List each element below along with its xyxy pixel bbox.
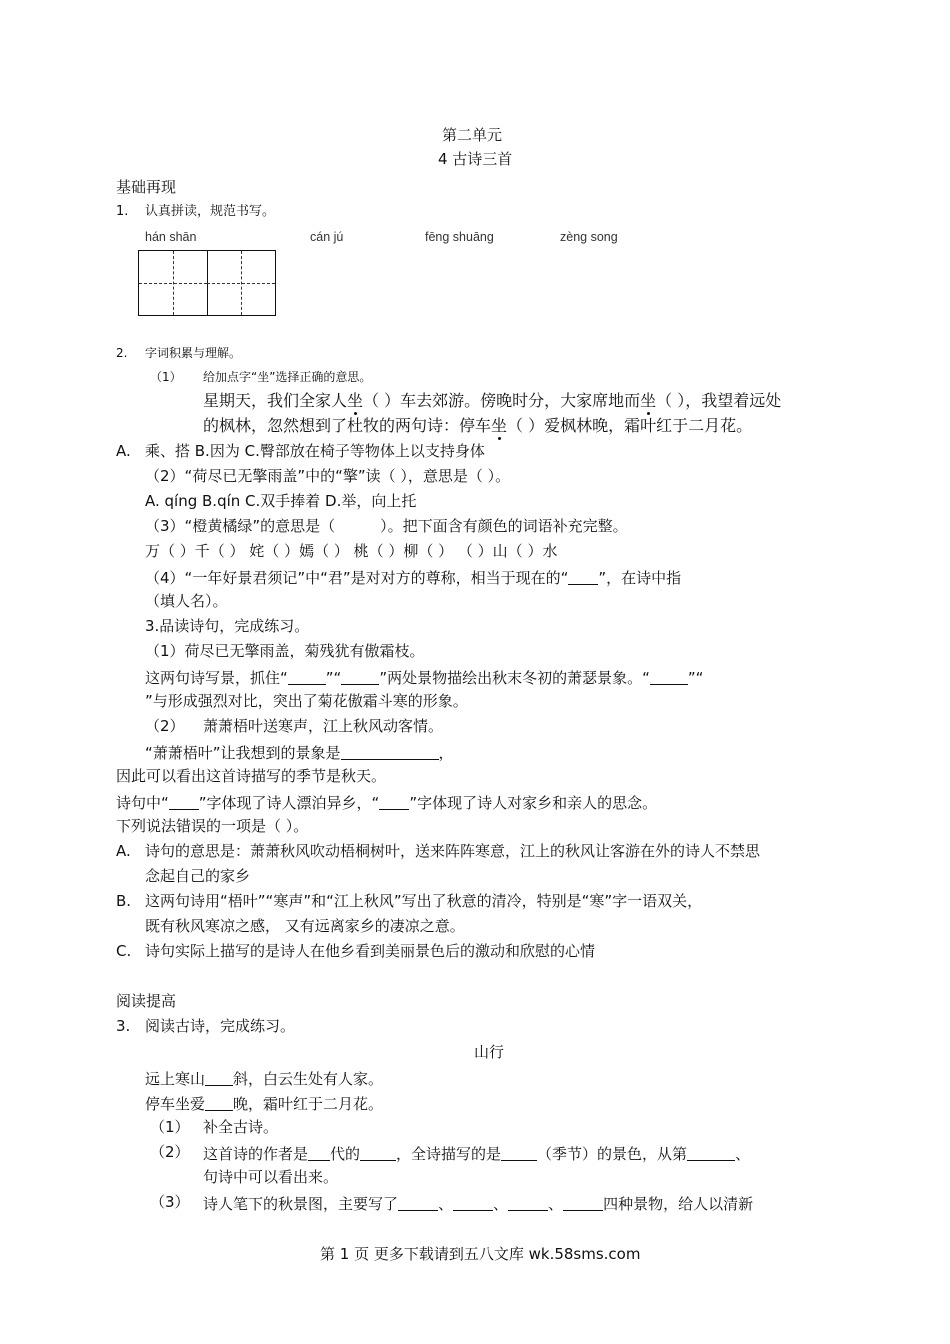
blank[interactable] [288, 669, 326, 685]
blank[interactable] [360, 1145, 396, 1161]
q2-p2-options: A. qíng B.qín C.双手捧着 D.举，向上托 [145, 492, 417, 510]
q3-line-2: ”与形成强烈对比，突出了菊花傲霜斗寒的形象。 [145, 692, 468, 710]
blank[interactable] [568, 569, 598, 585]
s2-line-1: 这首诗的作者是 代的 ，全诗描写的是 （季节）的景色，从第 、 [203, 1145, 751, 1163]
s3-number: （3） [150, 1193, 190, 1211]
blank[interactable] [687, 1145, 735, 1161]
q2-number: 2. [116, 346, 128, 360]
q2-p1-sentence-2: 的枫林，忽然想到了杜牧的两句诗：停车坐（ ）爱枫林晚，霜叶红于二月花。 [203, 416, 753, 435]
unit-title: 第二单元 [442, 126, 503, 144]
q2-p3-words: 万（ ）千（ ） 姹（ ）嫣（ ） 桃（ ）柳（ ） （ ）山（ ）水 [145, 542, 558, 560]
blank[interactable] [308, 1145, 330, 1161]
q2-p4-line-1: （4）“一年好景君须记”中“君”是对对方的尊称，相当于现在的“ ”，在诗中指 [145, 569, 682, 587]
s1-number: （1） [150, 1118, 190, 1136]
option-c-label: C. [116, 942, 132, 960]
blank[interactable] [205, 1070, 233, 1086]
q2-p1-sentence-1: 星期天，我们全家人坐（ ）车去郊游。傍晚时分，大家席地而坐（ ），我望着远处 [203, 391, 782, 410]
poem-title: 山行 [474, 1043, 505, 1061]
blank[interactable] [650, 669, 688, 685]
sec2-q3-text: 阅读古诗，完成练习。 [145, 1017, 296, 1035]
pinyin-2: cán jú [310, 230, 344, 244]
option-a-label: A. [116, 842, 131, 860]
q2-p1-option-label: A. [116, 442, 131, 460]
q2-text: 字词积累与理解。 [145, 346, 242, 360]
blank[interactable] [341, 744, 439, 760]
poem-line-1: 远上寒山 斜，白云生处有人家。 [145, 1070, 384, 1088]
blank[interactable] [501, 1145, 537, 1161]
q3-line-3: “萧萧梧叶”让我想到的景象是 ， [145, 744, 454, 762]
sec2-q3-number: 3. [116, 1017, 131, 1035]
q2-p4-line-2: （填人名）。 [145, 592, 228, 610]
writing-cell-1[interactable] [139, 251, 208, 315]
option-a-text-1: 诗句的意思是：萧萧秋风吹动梧桐树叶，送来阵阵寒意，江上的秋风让客游在外的诗人不禁思 [145, 842, 761, 860]
s1-text: 补全古诗。 [203, 1118, 279, 1136]
q3-line-6: 下列说法错误的一项是（ ）。 [116, 817, 309, 835]
section-title-reading: 阅读提高 [116, 992, 177, 1010]
pinyin-1: hán shān [145, 230, 197, 244]
s2-number: （2） [150, 1143, 190, 1161]
blank[interactable] [508, 1195, 548, 1211]
option-c-text: 诗句实际上描写的是诗人在他乡看到美丽景色后的激动和欣慰的心情 [145, 942, 596, 960]
blank[interactable] [379, 794, 409, 810]
q2-p1-options: 乘、搭 B.因为 C.臀部放在椅子等物体上以支持身体 [145, 442, 485, 460]
q3-title: 3.品读诗句，完成练习。 [145, 617, 310, 635]
blank[interactable] [563, 1195, 603, 1211]
blank[interactable] [398, 1195, 438, 1211]
blank[interactable] [453, 1195, 493, 1211]
q3-line-1: 这两句诗写景，抓住“ ”“ ”两处景物描绘出秋末冬初的萧瑟景象。“ ”“ [145, 669, 704, 687]
section-title-basic: 基础再现 [116, 178, 177, 196]
pinyin-4: zèng song [560, 230, 618, 244]
q1-text: 认真拼读，规范书写。 [145, 204, 276, 219]
lesson-title: 4 古诗三首 [438, 150, 513, 168]
q1-number: 1. [116, 204, 129, 219]
option-b-text-2: 既有秋风寒凉之感， 又有远离家乡的凄凉之意。 [145, 917, 465, 935]
pinyin-3: fēng shuāng [425, 230, 494, 244]
q3-p2: 萧萧梧叶送寒声，江上秋风动客情。 [203, 717, 444, 735]
q3-line-4: 因此可以看出这首诗描写的季节是秋天。 [116, 767, 387, 785]
blank[interactable] [169, 794, 199, 810]
poem-line-2: 停车坐爱 晚，霜叶红于二月花。 [145, 1095, 384, 1113]
writing-cell-2[interactable] [207, 251, 275, 315]
s3-line-1: 诗人笔下的秋景图，主要写了 、 、 、 四种景物，给人以清新 [203, 1195, 754, 1213]
option-a-text-2: 念起自己的家乡 [145, 867, 251, 885]
blank[interactable] [341, 669, 379, 685]
page-footer: 第 1 页 更多下载请到五八文库 wk.58sms.com [320, 1245, 641, 1263]
option-b-label: B. [116, 892, 132, 910]
blank[interactable] [205, 1095, 233, 1111]
q2-p1-number: （1） [150, 370, 182, 384]
q3-p2-number: （2） [145, 717, 185, 735]
option-b-text-1: 这两句诗用“梧叶”“寒声”和“江上秋风”写出了秋意的清冷，特别是“寒”字一语双关， [145, 892, 703, 910]
q2-p1-text: 给加点字“坐”选择正确的意思。 [203, 370, 372, 384]
writing-grid[interactable] [138, 250, 276, 316]
q3-p1: （1）荷尽已无擎雨盖，菊残犹有傲霜枝。 [145, 642, 425, 660]
q2-p3-text: （3）“橙黄橘绿”的意思是（ ）。把下面含有颜色的词语补充完整。 [145, 517, 628, 535]
s2-line-2: 句诗中可以看出来。 [203, 1168, 339, 1186]
q2-p2-text: （2）“荷尽已无擎雨盖”中的“擎”读（ ），意思是（ ）。 [145, 467, 511, 485]
q3-line-5: 诗句中“ ”字体现了诗人漂泊异乡，“ ”字体现了诗人对家乡和亲人的思念。 [116, 794, 658, 812]
